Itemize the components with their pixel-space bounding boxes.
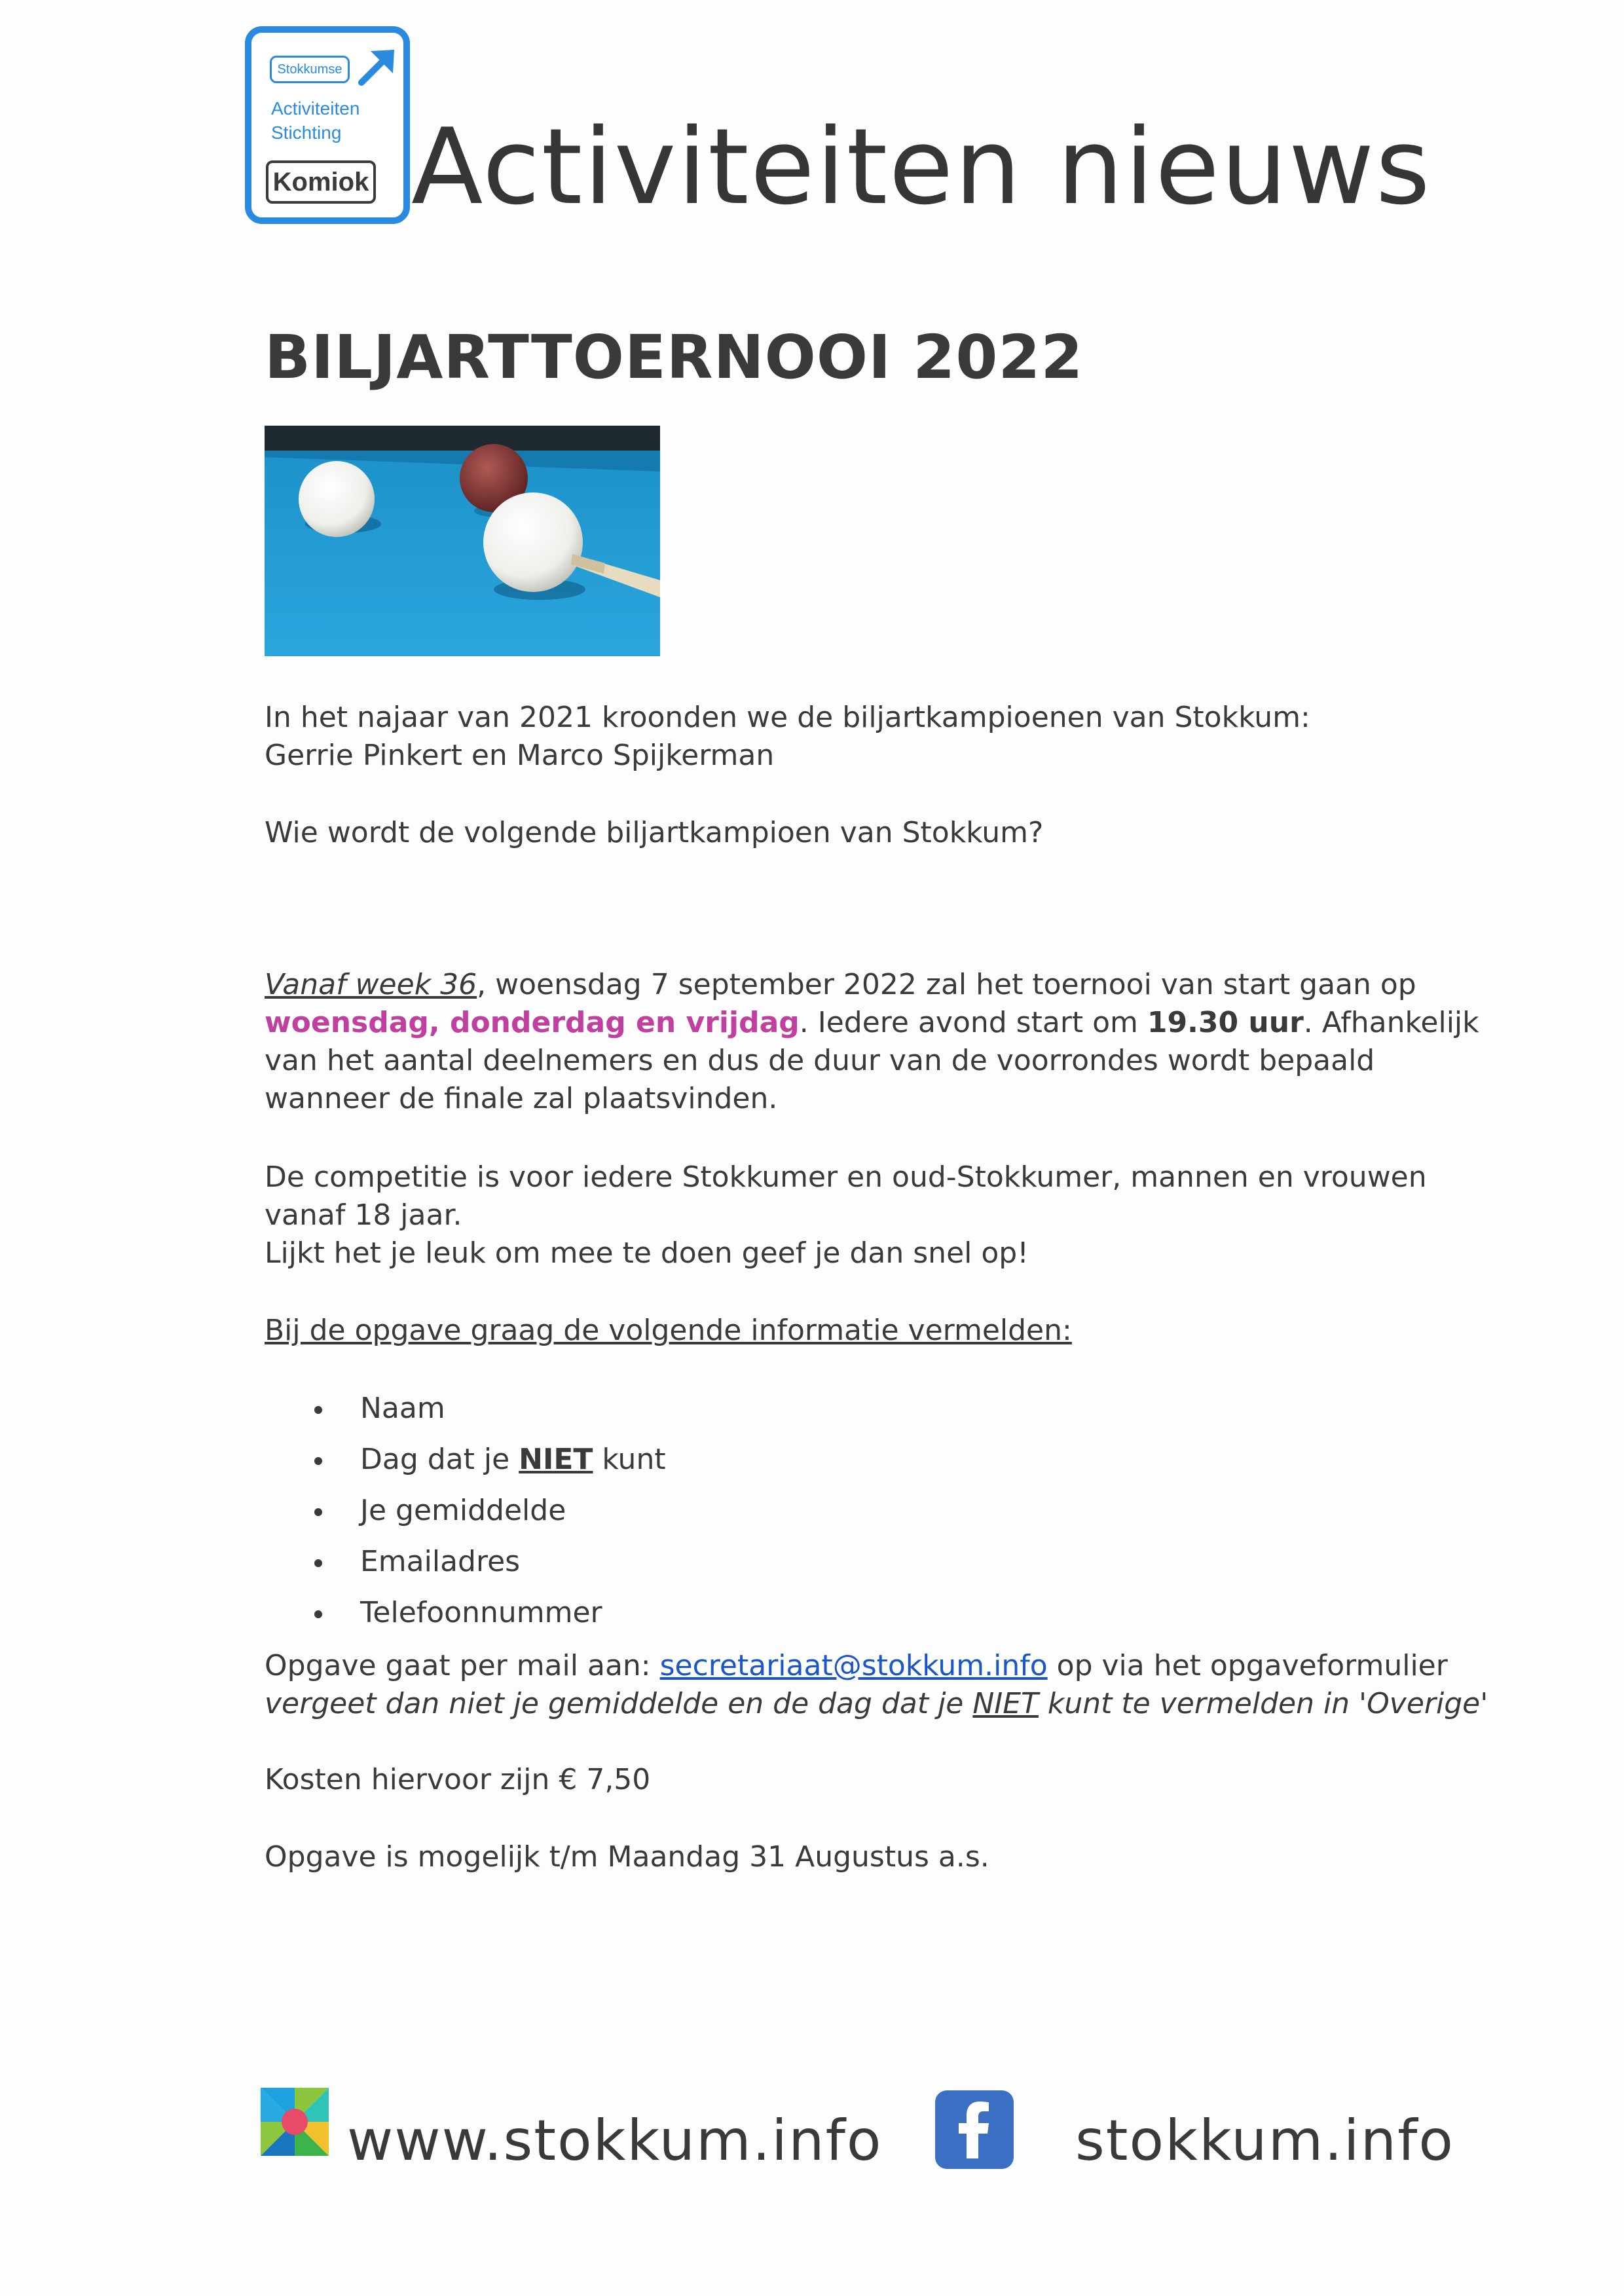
costs-text: Kosten hiervoor zijn € 7,50 — [265, 1763, 651, 1796]
signup-line — [265, 1648, 1448, 1684]
footer-facebook-link[interactable]: stokkum.info — [1075, 2108, 1455, 2174]
billiard-photo — [265, 426, 660, 656]
list-item-dag-niet: NIET — [519, 1443, 593, 1476]
logo-line-1: Activiteiten — [271, 98, 360, 119]
schedule-line-1-rest: , woensdag 7 september 2022 zal het toernooi van start gaan op — [477, 968, 1416, 1001]
newsletter-title: Activiteiten nieuws — [411, 105, 1431, 228]
list-item-dag-post: kunt — [593, 1443, 666, 1476]
list-item-dag — [313, 1434, 666, 1485]
schedule-time: 19.30 uur — [1147, 1006, 1304, 1039]
list-item-dag-pre: Dag dat je — [360, 1443, 519, 1476]
schedule-start-text: . Iedere avond start om — [799, 1006, 1147, 1039]
signup-note-niet: NIET — [972, 1687, 1039, 1720]
list-item-telefoon: Telefoonnummer — [313, 1587, 666, 1639]
signup-suffix: op via het opgaveformulier — [1047, 1649, 1448, 1682]
schedule-days: woensdag, donderdag en vrijdag — [265, 1006, 800, 1039]
info-heading: Bij de opgave graag de volgende informatie vermelden: — [265, 1314, 1072, 1347]
signup-note-post: kunt te vermelden in 'Overige' — [1038, 1687, 1488, 1720]
schedule-line-3: van het aantal deelnemers en dus de duur van de voorrondes wordt bepaald — [265, 1044, 1375, 1077]
list-item-email: Emailadres — [313, 1536, 666, 1587]
signup-note-pre: vergeet dan niet je gemiddelde en de dag dat je — [265, 1687, 973, 1720]
website-icon[interactable] — [261, 2088, 329, 2156]
logo-name: Komiok — [266, 160, 376, 204]
schedule-line-4: wanneer de finale zal plaatsvinden. — [265, 1082, 778, 1115]
competition-line-1: De competitie is voor iedere Stokkumer en oud-Stokkumer, mannen en vrouwen — [265, 1160, 1427, 1194]
list-item-gemiddelde: Je gemiddelde — [313, 1485, 666, 1536]
footer-website-link[interactable]: www.stokkum.info — [347, 2108, 883, 2174]
arrow-up-right-icon — [355, 46, 398, 89]
signup-note — [265, 1686, 1488, 1722]
schedule-line-2-rest: . Afhankelijk — [1303, 1006, 1479, 1039]
schedule-line-2 — [265, 1005, 1479, 1041]
info-list — [313, 1383, 666, 1639]
competition-line-3: Lijkt het je leuk om mee te doen geef je dan snel op! — [265, 1236, 1029, 1270]
signup-prefix: Opgave gaat per mail aan: — [265, 1649, 660, 1682]
signup-email-link[interactable]: secretariaat@stokkum.info — [659, 1649, 1048, 1682]
deadline-text: Opgave is mogelijk t/m Maandag 31 Augustus a.s. — [265, 1840, 989, 1874]
facebook-icon[interactable] — [935, 2090, 1014, 2169]
list-item-naam: Naam — [313, 1383, 666, 1434]
logo-line-2: Stichting — [271, 122, 342, 143]
intro-line-1: In het najaar van 2021 kroonden we de biljartkampioenen van Stokkum: — [265, 701, 1310, 734]
schedule-line-1 — [265, 967, 1416, 1003]
organization-logo — [245, 26, 410, 224]
intro-line-2: Gerrie Pinkert en Marco Spijkerman — [265, 739, 775, 772]
question-text: Wie wordt de volgende biljartkampioen van Stokkum? — [265, 816, 1044, 849]
logo-tag: Stokkumse — [270, 56, 350, 83]
competition-line-2: vanaf 18 jaar. — [265, 1198, 462, 1232]
article-heading: BILJARTTOERNOOI 2022 — [265, 322, 1084, 392]
schedule-week: Vanaf week 36 — [265, 968, 477, 1001]
